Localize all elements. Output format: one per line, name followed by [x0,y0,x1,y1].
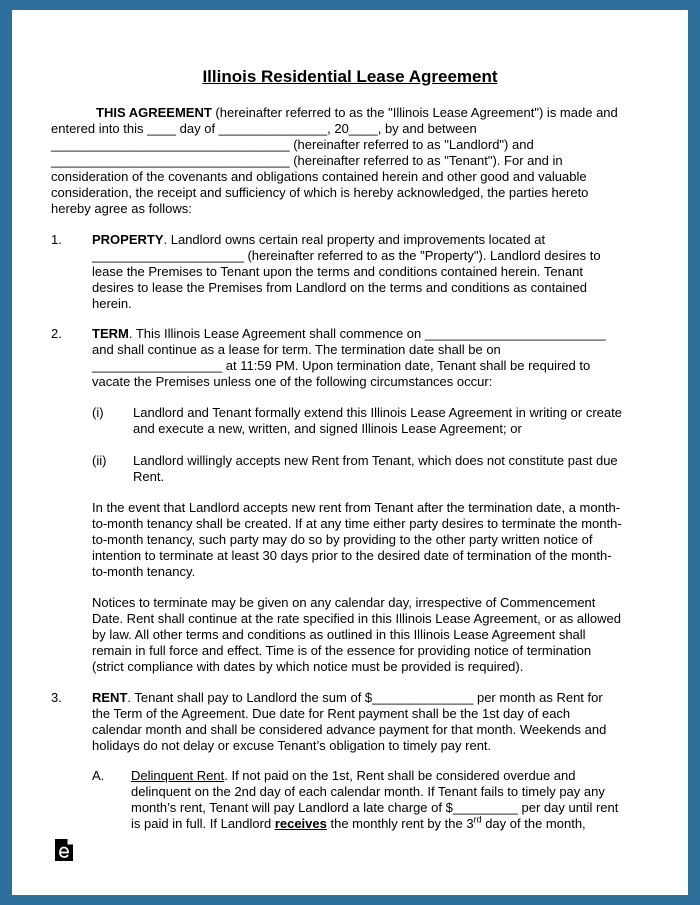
section-2-item-i-number: (i) [92,405,104,420]
section-2-para-1-line-4: intention to terminate at least 30 days prior to the desired date of termination of the month- [92,548,612,563]
intro-text-1: (hereinafter referred to as the "Illinois Lease Agreement") is made and [211,105,618,120]
section-2-item-ii-line-1: Landlord willingly accepts new Rent from Tenant, which does not constitute past due [133,453,618,468]
section-2-para-1-line-1: In the event that Landlord accepts new rent from Tenant after the termination date, a month- [92,500,621,515]
section-1-line-3: lease the Premises to Tenant upon the terms and conditions contained herein. Tenant [92,264,583,279]
section-1-text-1: . Landlord owns certain real property and improvements located at [163,232,546,247]
section-2-line-3: __________________ at 11:59 PM. Upon termination date, Tenant shall be required to [92,358,591,373]
document-page [12,10,688,895]
section-3-number: 3. [51,690,62,705]
section-2-para-2-line-3: by law. All other terms and conditions as outlined in this Illinois Lease Agreement shall [92,627,586,642]
section-3-item-a-line-1 [131,768,575,784]
section-2-line-4: vacate the Premises unless one of the following circumstances occur: [92,374,493,389]
section-1-line-2: _____________________ (hereinafter referred to as the "Property"). Landlord desires to [92,248,601,263]
section-3-item-a-text-1: . If not paid on the 1st, Rent shall be considered overdue and [224,768,576,783]
section-3-item-a-heading: Delinquent Rent [131,768,225,783]
intro-line-6: consideration, the receipt and sufficiency of which is hereby acknowledged, the parties hereto [51,185,589,200]
section-3-item-a-text-4c: the monthly rent by the 3 [326,816,474,831]
section-2-heading: TERM [92,326,129,341]
intro-line-5: consideration of the covenants and obligations contained herein and other good and valuable [51,169,587,184]
section-2-item-i-line-1: Landlord and Tenant formally extend this Illinois Lease Agreement in writing or create [133,405,622,420]
section-2-line-1 [92,326,606,342]
section-1-heading: PROPERTY [92,232,164,247]
section-2-text-1: . This Illinois Lease Agreement shall commence on _________________________ [128,326,606,341]
section-3-line-2: the Term of the Agreement. Due date for Rent payment shall be the 1st day of each [92,706,571,721]
intro-line-7: hereby agree as follows: [51,201,192,216]
section-3-text-1: . Tenant shall pay to Landlord the sum of $______________ per month as Rent for [127,690,603,705]
document-title: Illinois Residential Lease Agreement [202,67,498,86]
section-2-number: 2. [51,326,62,341]
ordinal-superscript: rd [473,814,482,825]
section-1-line-1 [92,232,545,248]
section-2-para-1-line-3: to-month tenancy, such party may do so by providing to the other party written notice of [92,532,593,547]
section-3-heading: RENT [92,690,128,705]
section-2-para-2-line-1: Notices to terminate may be given on any calendar day, irrespective of Commencement [92,595,596,610]
eforms-logo-icon [55,839,73,861]
section-3-line-3: calendar month and shall be considered advance payment for that month. Weekends and [92,722,607,737]
section-2-item-ii-number: (ii) [92,453,107,468]
section-3-item-a-line-3: month’s rent, Tenant will pay Landlord a late charge of $_________ per day until rent [131,800,619,815]
section-3-item-a-number: A. [92,768,105,783]
intro-line-4: _________________________________ (hereinafter referred to as "Tenant"). For and in [51,153,563,168]
section-2-line-2: and shall continue as a lease for term. The termination date shall be on [92,342,501,357]
receives-emphasis: receives [274,816,327,831]
section-2-para-1-line-5: to-month tenancy. [92,564,196,579]
intro-line-3: _________________________________ (hereinafter referred to as "Landlord") and [51,137,534,152]
section-3-item-a-line-4 [131,816,586,832]
section-2-para-2-line-5: (strict compliance with dates by which notice must be provided is required). [92,659,524,674]
section-2-para-1-line-2: to-month tenancy shall be created. If at any time either party desires to terminate the month- [92,516,622,531]
section-3-item-a-text-4a: is paid in full. If Landlord [131,816,275,831]
intro-line-2: entered into this ____ day of _______________, 20____, by and between [51,121,477,136]
section-2-para-2-line-4: remain in full force and effect. Time is of the essence for providing notice of termination [92,643,592,658]
section-1-number: 1. [51,232,62,247]
intro-line-1 [96,105,618,121]
section-2-para-2-line-2: Date. Rent shall continue at the rate specified in this Illinois Lease Agreement, or as allowed [92,611,621,626]
section-3-line-1 [92,690,603,706]
section-1-line-5: herein. [92,296,132,311]
section-3-item-a-line-2: delinquent on the 2nd day of each calendar month. If Tenant fails to timely pay any [131,784,605,799]
section-3-item-a-text-4d: day of the month, [481,816,586,831]
section-2-item-ii-line-2: Rent. [133,469,165,484]
section-1-line-4: desires to lease the Premises from Landlord on the terms and conditions as contained [92,280,587,295]
section-2-item-i-line-2: and execute a new, written, and signed Illinois Lease Agreement; or [133,421,522,436]
section-3-line-4: holidays do not delay or excuse Tenant’s obligation to timely pay rent. [92,738,492,753]
intro-lead: THIS AGREEMENT [96,105,212,120]
